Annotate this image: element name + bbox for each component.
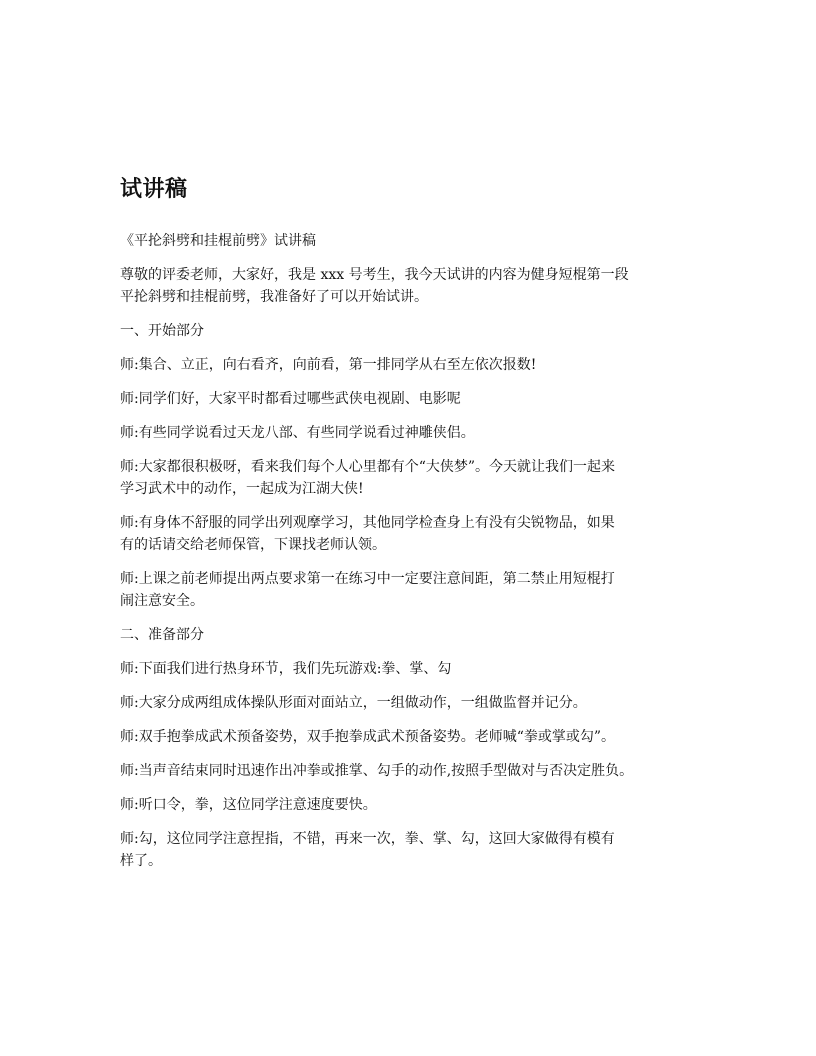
paragraph (120, 760, 700, 782)
paragraph (120, 422, 700, 444)
section-heading-prepare (120, 624, 700, 646)
paragraph-line: 师:上课之前老师提出两点要求第一在练习中一定要注意间距，第二禁止用短棍打 (120, 571, 615, 587)
document-body (120, 230, 700, 872)
paragraph-greeting (120, 264, 700, 308)
paragraph (120, 692, 700, 714)
paragraph (120, 354, 700, 376)
paragraph (120, 568, 700, 612)
paragraph (120, 794, 700, 816)
paragraph-line: 平抡斜劈和挂棍前劈，我准备好了可以开始试讲。 (120, 289, 428, 305)
paragraph-line: 师:勾，这位同学注意捏指，不错，再来一次，拳、掌、勾，这回大家做得有模有 (120, 831, 615, 847)
document-page (120, 172, 700, 884)
paragraph (120, 512, 700, 556)
paragraph-line: 师:大家分成两组成体操队形面对面站立，一组做动作，一组做监督并记分。 (120, 695, 587, 711)
paragraph-line: 有的话请交给老师保管，下课找老师认领。 (120, 537, 386, 553)
paragraph (120, 828, 700, 872)
paragraph-line: 师:有身体不舒服的同学出列观摩学习，其他同学检查身上有没有尖锐物品，如果 (120, 515, 615, 531)
paragraph-line: 一、开始部分 (120, 323, 204, 339)
document-title: 试讲稿 (120, 177, 188, 202)
paragraph-line: 二、准备部分 (120, 627, 204, 643)
paragraph-line: 师:听口令，拳，这位同学注意速度要快。 (120, 797, 377, 813)
paragraph-line: 尊敬的评委老师，大家好，我是 xxx 号考生，我今天试讲的内容为健身短棍第一段 (120, 267, 629, 283)
paragraph-line: 样了。 (120, 853, 162, 869)
paragraph (120, 658, 700, 680)
paragraph-line: 师:当声音结束同时迅速作出冲拳或推掌、勾手的动作,按照手型做对与否决定胜负。 (120, 763, 634, 779)
paragraph-line: 学习武术中的动作，一起成为江湖大侠! (120, 481, 364, 497)
paragraph-line: 师:同学们好，大家平时都看过哪些武侠电视剧、电影呢 (120, 391, 461, 407)
paragraph-line: 《平抡斜劈和挂棍前劈》试讲稿 (120, 233, 316, 249)
paragraph (120, 456, 700, 500)
paragraph-line: 闹注意安全。 (120, 593, 204, 609)
paragraph-line: 师:下面我们进行热身环节，我们先玩游戏:拳、掌、勾 (120, 661, 452, 677)
paragraph-line: 师:集合、立正，向右看齐，向前看，第一排同学从右至左依次报数! (120, 357, 537, 373)
paragraph (120, 726, 700, 748)
paragraph-line: 师:双手抱拳成武术预备姿势，双手抱拳成武术预备姿势。老师喊“拳或掌或勾”。 (120, 729, 616, 745)
paragraph-subtitle (120, 230, 700, 252)
paragraph-line: 师:大家都很积极呀，看来我们每个人心里都有个“大侠梦”。今天就让我们一起来 (120, 459, 616, 475)
paragraph-line: 师:有些同学说看过天龙八部、有些同学说看过神雕侠侣。 (120, 425, 475, 441)
section-heading-start (120, 320, 700, 342)
paragraph (120, 388, 700, 410)
